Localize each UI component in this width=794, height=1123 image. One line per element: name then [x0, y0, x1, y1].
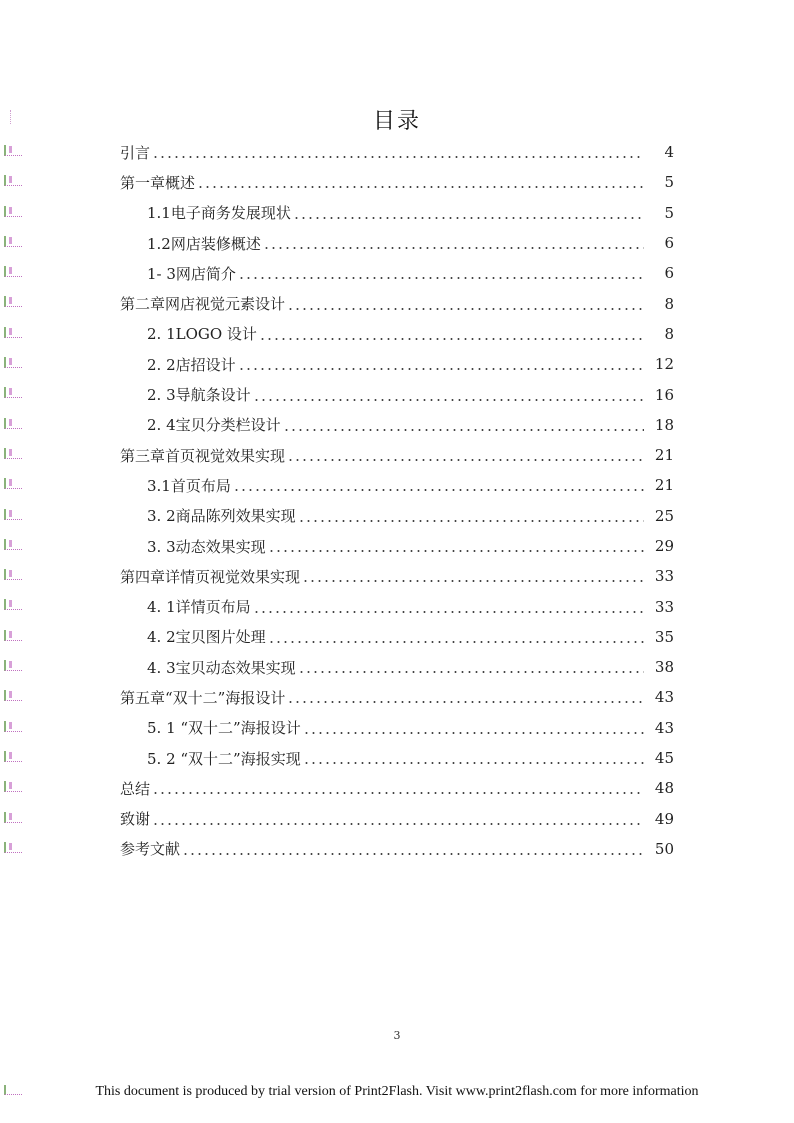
toc-entry[interactable] [0, 288, 794, 318]
margin-mark-icon [4, 327, 22, 338]
dot-leader [259, 327, 644, 341]
toc-entry[interactable] [0, 834, 794, 864]
toc-entry-page: 5 [664, 173, 674, 192]
toc-entry[interactable] [0, 198, 794, 228]
toc-entry-page: 8 [664, 324, 674, 343]
toc-entry-title: 2. 4宝贝分类栏设计 [147, 416, 281, 435]
margin-mark-icon [4, 721, 22, 732]
toc-entry[interactable] [0, 561, 794, 591]
toc-entry-title: 第一章概述 [120, 173, 196, 192]
dot-leader [287, 297, 644, 311]
margin-mark-icon [4, 599, 22, 610]
toc-entry-page: 5 [664, 203, 674, 222]
dot-leader [253, 388, 644, 402]
toc-entry-page: 50 [654, 839, 674, 858]
dot-leader [238, 266, 644, 280]
dot-leader [152, 145, 644, 159]
toc-entry-title: 2. 3导航条设计 [147, 386, 251, 405]
toc-entry-title: 致谢 [120, 810, 151, 829]
margin-mark-icon [4, 296, 22, 307]
dot-leader [303, 721, 644, 735]
toc-entry-page: 29 [654, 537, 674, 555]
margin-mark-icon [4, 418, 22, 429]
margin-mark-icon [4, 539, 22, 550]
margin-mark-icon [4, 812, 22, 823]
toc-entry-title: 5. 2 “双十二”海报实现 [147, 749, 301, 768]
toc-entry-page: 33 [654, 597, 674, 616]
dot-leader [263, 236, 644, 250]
toc-entry-page: 43 [654, 718, 674, 737]
toc-entry-title: 第二章网店视觉元素设计 [120, 295, 286, 314]
toc-entry-title: 1.2网店装修概述 [147, 234, 261, 253]
toc-entry-title: 第三章首页视觉效果实现 [120, 446, 286, 465]
margin-mark-icon [4, 206, 22, 217]
margin-mark-icon [4, 781, 22, 792]
margin-mark-icon [4, 569, 22, 580]
toc-entry-title: 总结 [120, 779, 151, 798]
toc-entry-page: 45 [654, 749, 674, 768]
toc-entry[interactable] [0, 349, 794, 379]
toc-entry[interactable] [0, 228, 794, 258]
toc-entry-title: 2. 2店招设计 [147, 355, 236, 374]
toc-entry[interactable] [0, 804, 794, 834]
margin-mark-icon [4, 357, 22, 368]
dot-leader [283, 418, 644, 432]
toc-entry-title: 1- 3网店简介 [147, 264, 236, 283]
dot-leader [197, 175, 644, 189]
margin-mark-icon [4, 630, 22, 641]
toc-entry[interactable] [0, 743, 794, 773]
toc-entry-page: 8 [664, 294, 674, 313]
margin-mark-icon [4, 509, 22, 520]
page-number: 3 [393, 1029, 401, 1042]
toc-entry[interactable] [0, 773, 794, 803]
toc-title: 目录 [372, 109, 421, 134]
toc-entry-page: 4 [664, 143, 674, 162]
toc-entry[interactable] [0, 470, 794, 500]
dot-leader [293, 206, 644, 220]
dot-leader [303, 751, 644, 765]
toc-entry[interactable] [0, 167, 794, 197]
dot-leader [152, 781, 644, 795]
margin-mark-icon [4, 842, 22, 853]
toc-entry[interactable] [0, 531, 794, 561]
toc-entry-page: 35 [654, 627, 674, 646]
toc-entry-page: 48 [654, 779, 674, 798]
margin-mark-icon [4, 751, 22, 762]
margin-mark-icon [4, 145, 22, 156]
toc-entry-page: 16 [654, 385, 674, 404]
dot-leader [233, 478, 644, 492]
toc-entry-page: 21 [654, 476, 674, 495]
toc-entry-title: 4. 1详情页布局 [147, 598, 251, 617]
toc-entry[interactable] [0, 501, 794, 531]
toc-entry-page: 38 [654, 658, 674, 677]
toc-entry-title: 3. 3动态效果实现 [147, 537, 266, 556]
toc-entry-title: 5. 1 “双十二”海报设计 [147, 719, 301, 738]
margin-mark-icon [4, 660, 22, 671]
toc-entry[interactable] [0, 440, 794, 470]
toc-entry-title: 1.1电子商务发展现状 [147, 204, 291, 223]
margin-mark-icon [4, 690, 22, 701]
toc-entry-page: 43 [654, 688, 674, 707]
toc-entry-title: 参考文献 [120, 840, 181, 859]
dot-leader [268, 630, 644, 644]
toc-entry[interactable] [0, 591, 794, 621]
toc-entry-page: 25 [654, 506, 674, 525]
toc-entry-title: 3. 2商品陈列效果实现 [147, 507, 296, 526]
toc-entry[interactable] [0, 137, 794, 167]
toc-entry[interactable] [0, 682, 794, 712]
dot-leader [287, 448, 644, 462]
toc-entry-page: 6 [664, 264, 674, 283]
toc-entry[interactable] [0, 622, 794, 652]
toc-entry-page: 33 [654, 567, 674, 586]
toc-entry-title: 3.1首页布局 [147, 476, 231, 495]
toc-entry-page: 49 [654, 809, 674, 828]
toc-entry-title: 2. 1LOGO 设计 [147, 325, 257, 344]
toc-entry[interactable] [0, 379, 794, 409]
toc-entry-page: 18 [654, 415, 674, 434]
margin-mark-icon [4, 387, 22, 398]
dot-leader [238, 357, 644, 371]
toc-list [0, 137, 794, 864]
dot-leader [298, 509, 644, 523]
margin-mark-icon [4, 236, 22, 247]
margin-mark-icon [4, 448, 22, 459]
toc-entry-title: 引言 [120, 143, 151, 162]
dot-leader [182, 842, 644, 856]
margin-mark-icon [4, 175, 22, 186]
dot-leader [287, 690, 644, 704]
toc-entry-page: 12 [654, 355, 674, 374]
toc-entry-title: 4. 2宝贝图片处理 [147, 628, 266, 647]
toc-entry[interactable] [0, 258, 794, 288]
toc-entry[interactable] [0, 319, 794, 349]
toc-entry-title: 4. 3宝贝动态效果实现 [147, 658, 296, 677]
dot-leader [152, 812, 644, 826]
toc-entry-page: 6 [664, 234, 674, 253]
toc-entry-title: 第五章“双十二”海报设计 [120, 688, 286, 707]
dot-leader [268, 539, 644, 553]
toc-entry-title: 第四章详情页视觉效果实现 [120, 567, 301, 586]
dot-leader [302, 569, 644, 583]
margin-mark-icon [4, 266, 22, 277]
toc-entry[interactable] [0, 410, 794, 440]
toc-entry[interactable] [0, 652, 794, 682]
margin-mark-icon [4, 478, 22, 489]
trial-footer: This document is produced by trial version of Print2Flash. Visit www.print2flash.com for more information [95, 1084, 699, 1099]
dot-leader [253, 600, 644, 614]
dot-leader [298, 660, 644, 674]
toc-entry[interactable] [0, 713, 794, 743]
toc-entry-page: 21 [654, 446, 674, 465]
